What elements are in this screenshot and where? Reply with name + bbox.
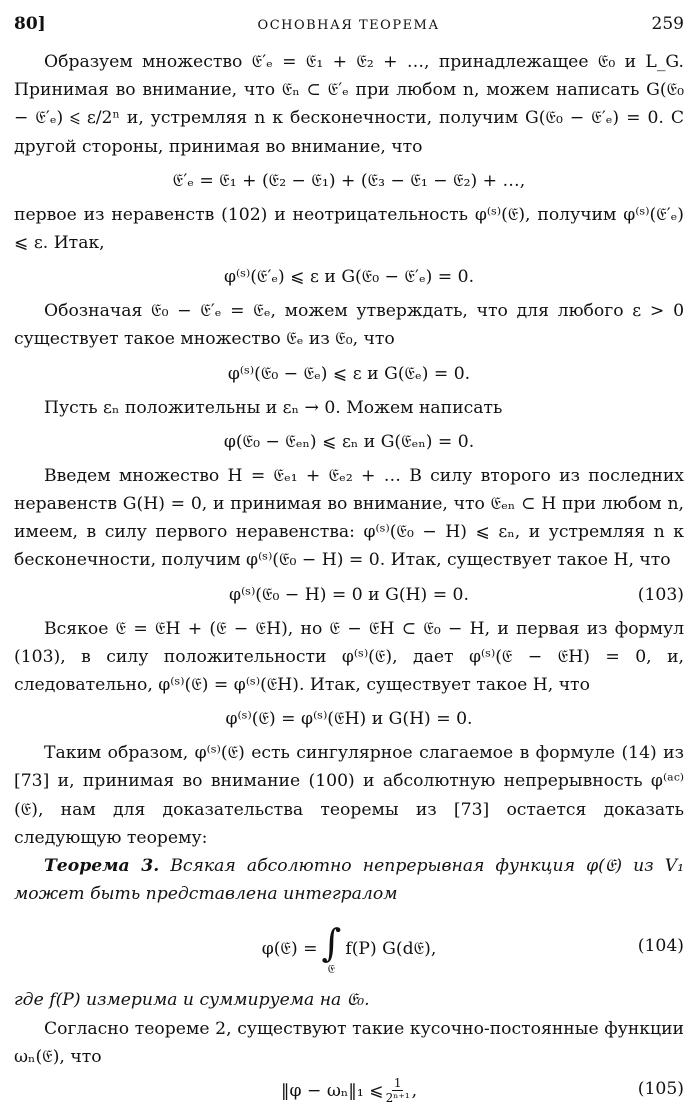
paragraph-3: Обозначая 𝔈₀ − 𝔈′ₑ = 𝔈ₑ, можем утверждать, что для любого ε > 0 существует такое множество 𝔈ₑ из 𝔈₀, что: [14, 301, 684, 350]
formula-105: [14, 1071, 684, 1111]
theorem-3: [14, 852, 684, 908]
paragraph-7: Таким образом, φ⁽ˢ⁾(𝔈) есть сингулярное слагаемое в формуле (14) из [73] и, принимая во внимание (100) и абсолютную непрерывность φ⁽ᵃᶜ⁾(𝔈), нам для доказательства теоремы из [73] остается доказать следующую теорему:: [14, 743, 684, 848]
fraction-numerator: 1: [393, 1076, 402, 1091]
formula-4: φ(𝔈₀ − 𝔈ₑₙ) ⩽ εₙ и G(𝔈ₑₙ) = 0.: [223, 431, 475, 452]
paragraph-1: Образуем множество 𝔈′ₑ = 𝔈₁ + 𝔈₂ + …, принадлежащее 𝔈₀ и L_G. Принимая во внимание, что 𝔈ₙ ⊂ 𝔈′ₑ при любом n, можем написать G(𝔈₀ − 𝔈′ₑ) ⩽ ε/2ⁿ и, устремляя n к бесконечности, получим G(𝔈₀ − 𝔈′ₑ) = 0. С другой стороны, принимая во внимание, что: [14, 52, 684, 157]
equation-number-104: (104): [637, 936, 684, 957]
formula-103: [14, 581, 684, 609]
formula-105-tail: ,: [411, 1081, 418, 1102]
formula-1: 𝔈′ₑ = 𝔈₁ + (𝔈₂ − 𝔈₁) + (𝔈₃ − 𝔈₁ − 𝔈₂) + …,: [172, 170, 526, 191]
section-number: 80]: [14, 14, 46, 34]
equation-number-105: (105): [637, 1079, 684, 1100]
paragraph-8: где f(P) измерима и суммируема на 𝔈₀.: [14, 990, 370, 1011]
integral-sign: [322, 923, 342, 975]
formula-104-right: f(P) G(d𝔈),: [345, 939, 437, 960]
formula-103-body: φ⁽ˢ⁾(𝔈₀ − H) = 0 и G(H) = 0.: [229, 584, 469, 605]
fraction: [386, 1077, 410, 1105]
paragraph-9: Согласно теореме 2, существуют такие кусочно-постоянные функции ωₙ(𝔈), что: [14, 1018, 684, 1067]
theorem-statement: Всякая абсолютно непрерывная функция φ(𝔈) из V₁ может быть представлена интегралом: [14, 856, 684, 905]
integral-symbol: ∫: [321, 921, 342, 966]
formula-2: φ⁽ˢ⁾(𝔈′ₑ) ⩽ ε и G(𝔈₀ − 𝔈′ₑ) = 0.: [223, 267, 475, 288]
paragraph-4: Пусть εₙ положительны и εₙ → 0. Можем написать: [44, 397, 503, 418]
page-number: 259: [651, 14, 684, 34]
formula-3: φ⁽ˢ⁾(𝔈₀ − 𝔈ₑ) ⩽ ε и G(𝔈ₑ) = 0.: [227, 363, 471, 384]
paragraph-6: Всякое 𝔈 = 𝔈H + (𝔈 − 𝔈H), но 𝔈 − 𝔈H ⊂ 𝔈₀ − H, и первая из формул (103), в силу положительности φ⁽ˢ⁾(𝔈), дает φ⁽ˢ⁾(𝔈 − 𝔈H) = 0, и, следовательно, φ⁽ˢ⁾(𝔈) = φ⁽ˢ⁾(𝔈H). Итак, существует такое H, что: [14, 618, 684, 696]
formula-104: [14, 916, 684, 982]
fraction-denominator: 2ⁿ⁺¹: [385, 1091, 410, 1106]
formula-6: φ⁽ˢ⁾(𝔈) = φ⁽ˢ⁾(𝔈H) и G(H) = 0.: [225, 709, 473, 730]
paragraph-5: Введем множество H = 𝔈ₑ₁ + 𝔈ₑ₂ + … В силу второго из последних неравенств G(H) = 0, и принимая во внимание, что 𝔈ₑₙ ⊂ H при любом n, имеем, в силу первого неравенства: φ⁽ˢ⁾(𝔈₀ − H) ⩽ εₙ, и устремляя n к бесконечности, получим φ⁽ˢ⁾(𝔈₀ − H) = 0. Итак, существует такое H, что: [14, 465, 684, 571]
formula-104-left: φ(𝔈) =: [261, 939, 318, 960]
theorem-heading: Теорема 3.: [44, 856, 160, 877]
integral-domain: 𝔈: [327, 962, 336, 977]
running-header: [14, 14, 684, 48]
equation-number-103: (103): [637, 584, 684, 605]
formula-105-left: ‖φ − ωₙ‖₁ ⩽: [280, 1081, 384, 1102]
running-title: ОСНОВНАЯ ТЕОРЕМА: [257, 18, 440, 33]
paragraph-2: первое из неравенств (102) и неотрицательность φ⁽ˢ⁾(𝔈), получим φ⁽ˢ⁾(𝔈′ₑ) ⩽ ε. Итак,: [14, 204, 684, 254]
